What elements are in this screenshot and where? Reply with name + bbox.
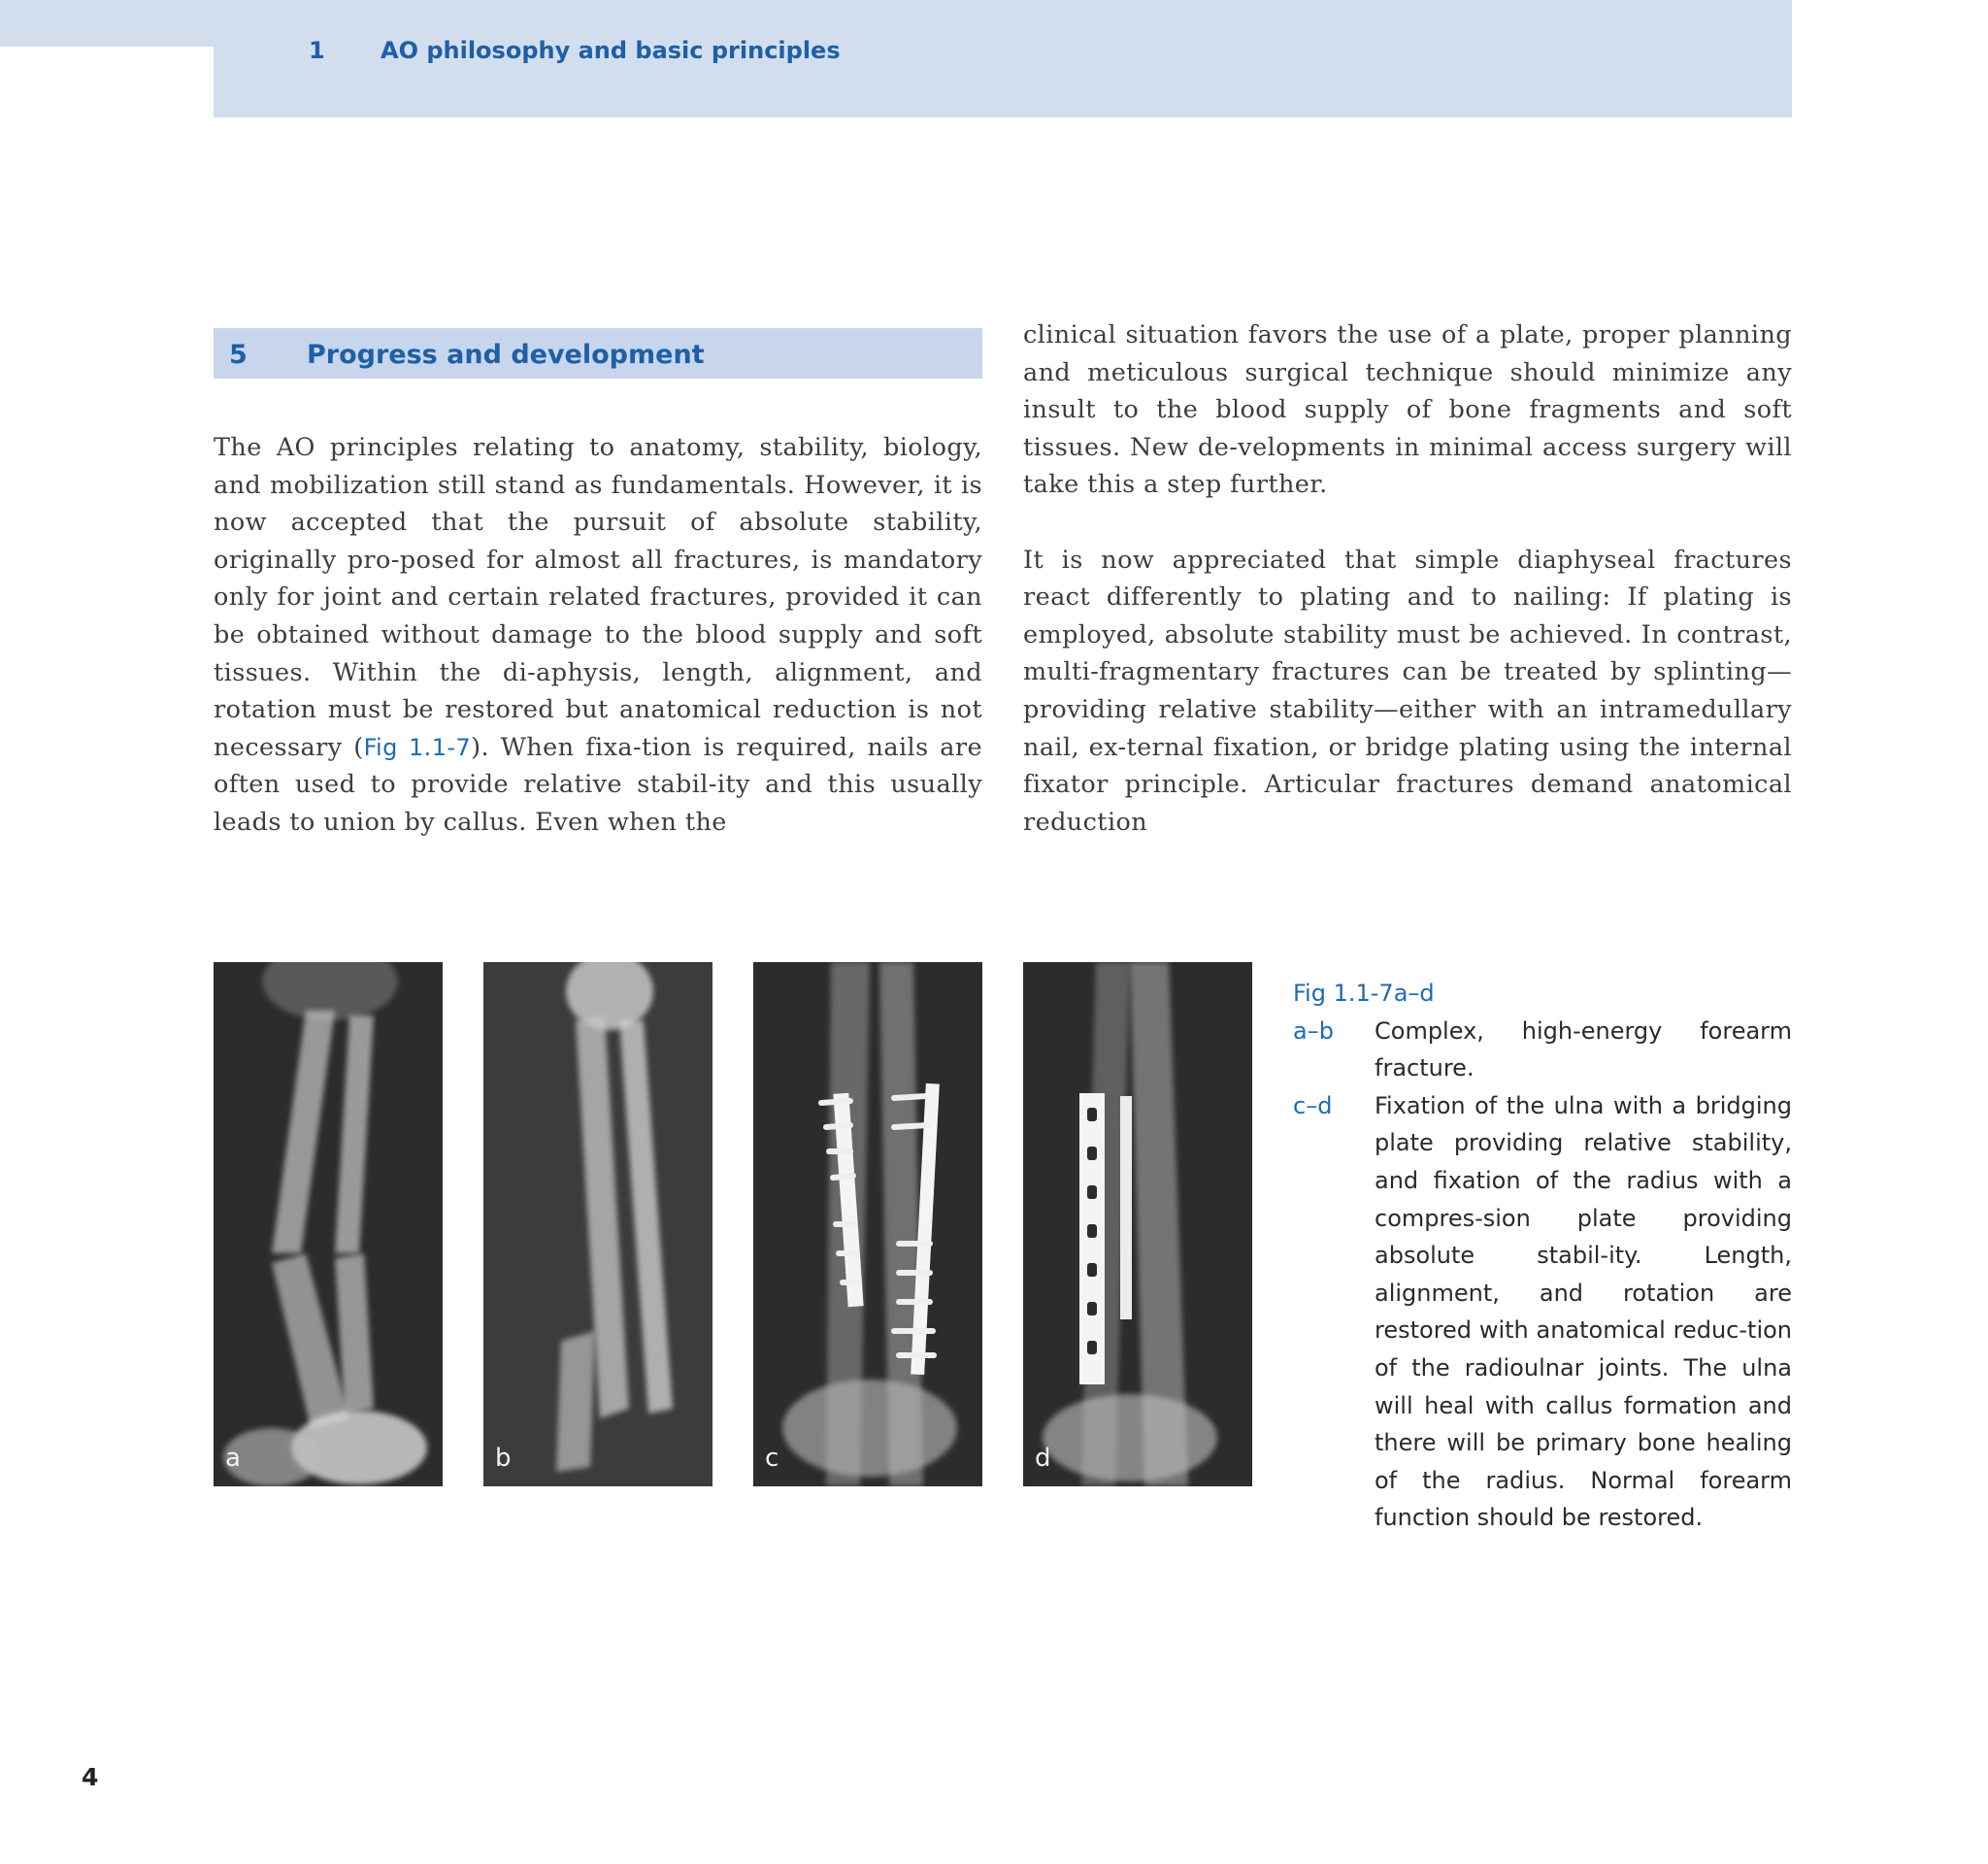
left-column (214, 429, 982, 842)
caption-item-text: Fixation of the ulna with a bridging plate providing relative stability, and fixation of the radius with a compres-sion plate providing absolute stabil-ity. Length, alignment, and rotation are restored with anatomical reduc-tion of the radioulnar joints. The ulna will heal with callus formation and there will be primary bone healing of the radius. Normal forearm function should be restored. (1375, 1091, 1792, 1532)
caption-item-text: Complex, high-energy forearm fracture. (1375, 1016, 1792, 1082)
chapter-title: AO philosophy and basic principles (381, 37, 841, 64)
xray-image-c (753, 962, 982, 1486)
chapter-number: 1 (309, 37, 325, 64)
paragraph-gap (1023, 504, 1792, 542)
panel-label-c: c (765, 1444, 779, 1473)
right-paragraph-1: clinical situation favors the use of a plate, proper planning and meticulous surgical technique should minimize any insult to the blood supply of bone fragments and soft tissues. New de-velopments in minimal access surgery will take this a step further. (1023, 320, 1792, 500)
left-text-before-ref: The AO principles relating to anatomy, stability, biology, and mobilization still stand as fundamentals. However, it is now accepted that the pursuit of absolute stability, originally pro-posed for almost all fractures, is mandatory only for joint and certain related fractures, provided it can be obtained without damage to the blood supply and soft tissues. Within the di-aphysis, length, alignment, and rotation must be restored but anatomical reduction is not necessary ( (214, 433, 982, 762)
panel-label-b: b (495, 1444, 512, 1473)
caption-title: Fig 1.1-7a–d (1293, 980, 1435, 1007)
caption-item-key: a–b (1293, 1016, 1334, 1045)
section-number: 5 (229, 340, 248, 370)
left-paragraph (214, 429, 982, 842)
left-text-after-ref: ). When fixa-tion is required, nails are often used to provide relative stabil-ity and this usually leads to union by callus. Even when the (214, 732, 982, 837)
caption-item-key: c–d (1293, 1091, 1333, 1119)
xray-image-b (483, 962, 712, 1486)
panel-label-a: a (225, 1444, 241, 1473)
right-paragraph-2: It is now appreciated that simple diaphyseal fractures react differently to plating and to nailing: If plating is employed, absolute stability must be achieved. In contrast, multi-fragmentary fractures can be treated by splinting—providing relative stability—either with an intramedullary nail, ex-ternal fixation, or bridge plating using the internal fixator principle. Articular fractures demand anatomical reduction (1023, 545, 1792, 837)
page-number: 4 (82, 1763, 99, 1791)
xray-image-a (214, 962, 443, 1486)
right-column (1023, 316, 1792, 841)
xray-panel-b (483, 962, 712, 1486)
xray-panel-d (1023, 962, 1252, 1486)
panel-label-d: d (1035, 1444, 1051, 1473)
section-title: Progress and development (307, 340, 705, 370)
caption-item (1293, 1087, 1792, 1537)
xray-image-d (1023, 962, 1252, 1486)
figure-reference-link[interactable]: Fig 1.1-7 (363, 733, 472, 761)
header-left-band (0, 0, 214, 47)
xray-panel-c (753, 962, 982, 1486)
caption-item (1293, 1013, 1792, 1087)
figure-caption (1293, 975, 1792, 1537)
xray-panel-a (214, 962, 443, 1486)
